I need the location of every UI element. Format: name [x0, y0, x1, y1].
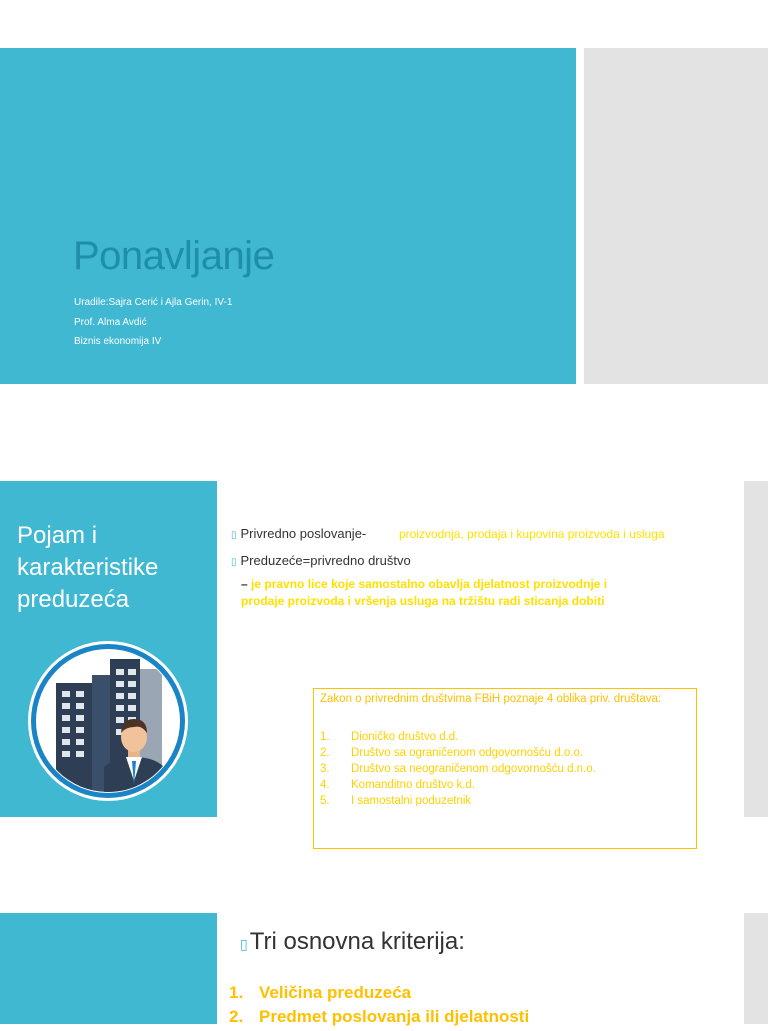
bullet-privredno-poslovanje: ▯ Privredno poslovanje- — [231, 526, 367, 541]
slide-title: Ponavljanje — [73, 234, 275, 278]
slide3-side-edge — [744, 913, 768, 1024]
bullet-icon: ▯ — [240, 936, 248, 952]
list-item: 2. Predmet poslovanja ili djelatnosti — [229, 1007, 530, 1026]
professor-line: Prof. Alma Avdić — [74, 317, 147, 328]
slide2-side-edge — [744, 481, 768, 817]
building-businessman-icon — [26, 639, 190, 803]
title-slide-side-panel — [584, 48, 768, 384]
bullet-preduzece: ▯ Preduzeće=privredno društvo — [231, 553, 411, 568]
list-item: 1. Veličina preduzeća — [229, 983, 412, 1002]
bullet1-definition: proizvodnja, prodaja i kupovina proizvoda i usluga — [399, 527, 665, 541]
slide3-left-panel — [0, 913, 217, 1024]
title-slide — [0, 48, 576, 384]
subject-line: Biznis ekonomija IV — [74, 336, 162, 347]
company-forms-intro: Zakon o privrednim društvima FBiH poznaje 4 oblika priv. društava: — [320, 693, 662, 705]
bullet-icon: ▯ — [231, 557, 237, 568]
bullet-icon: ▯ — [231, 530, 237, 541]
slide2-title: Pojam i karakteristike preduzeća — [17, 522, 159, 613]
slide3-heading: ▯Tri osnovna kriterija: — [240, 928, 465, 955]
preduzece-definition: – je pravno lice koje samostalno obavlja djelatnost proizvodnje i prodaje proizvoda i vršenja usluga na tržištu radi sticanja dobiti — [241, 577, 608, 608]
authors-line: Uradile:Sajra Cerić i Ajla Gerin, IV-1 — [74, 297, 233, 308]
